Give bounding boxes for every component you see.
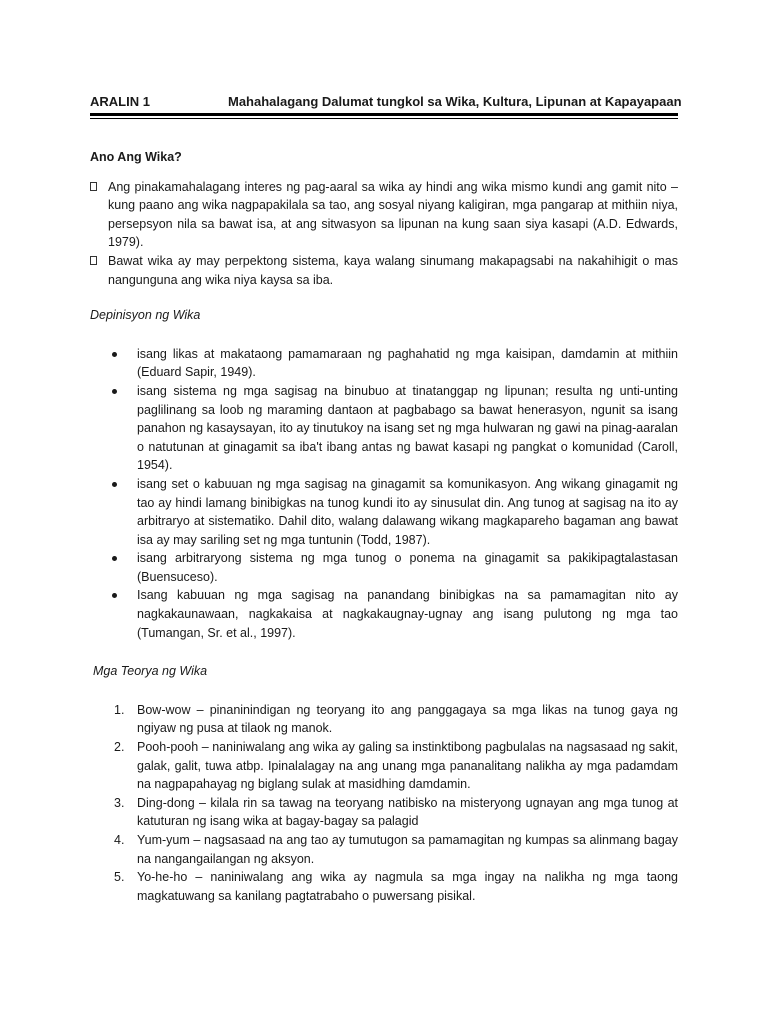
- list-item-text: isang set o kabuuan ng mga sagisag na ginagamit sa komunikasyon. Ang wikang ginagamit ng tao ay hindi lamang binibigkas na tunog kundi ito ay sinusulat din. Ang tunog at sagisag na ito ay arbitraryo at sistematiko. Dahil dito, walang dalawang wikang magkapareho bagaman ang bawat isa ay may sariling set ng mga tuntunin (Todd, 1987).: [137, 476, 678, 547]
- list-number: 2.: [114, 740, 125, 755]
- list-item: [90, 382, 678, 475]
- section-heading-ano-ang-wika: Ano Ang Wika?: [90, 150, 182, 164]
- document-body: [90, 148, 678, 905]
- list-item: [90, 794, 678, 831]
- list-item-text: Yo-he-ho – naniniwalang ang wika ay nagmula sa mga ingay na nalikha ng mga taong magkatuwang sa kanilang pagtatrabaho o puwersang pisikal.: [137, 870, 678, 903]
- header-rule-thick: [90, 113, 678, 116]
- definition-list: [90, 345, 678, 643]
- bullet-dot-icon: [112, 482, 117, 487]
- list-item: [90, 178, 678, 252]
- bullet-dot-icon: [112, 593, 117, 598]
- lesson-label: ARALIN 1: [90, 94, 150, 109]
- wika-notes-list: [90, 178, 678, 290]
- bullet-dot-icon: [112, 352, 117, 357]
- list-item: [90, 738, 678, 794]
- list-item: [90, 701, 678, 738]
- list-item-text: Yum-yum – nagsasaad na ang tao ay tumutugon sa pamamagitan ng kumpas sa alinmang bagay na nangangailangan ng aksyon.: [137, 833, 678, 866]
- list-item-text: Bow-wow – pinaninindigan ng teoryang ito ang panggagaya sa mga likas na tunog gaya ng ngiyaw ng pusa at tilaok ng manok.: [137, 702, 678, 736]
- list-item: [90, 868, 678, 905]
- list-number: 5.: [114, 870, 125, 885]
- lesson-title: Mahahalagang Dalumat tungkol sa Wika, Kultura, Lipunan at Kapayapaan: [228, 94, 682, 109]
- list-number: 3.: [114, 795, 125, 810]
- list-item: [90, 252, 678, 289]
- section-heading-teorya: Mga Teorya ng Wika: [93, 664, 208, 679]
- section-heading-depinisyon: Depinisyon ng Wika: [90, 308, 201, 323]
- list-item: [90, 549, 678, 586]
- list-item-text: Bawat wika ay may perpektong sistema, kaya walang sinumang makapagsabi na nakahihigit o mas nangunguna ang wika niya kaysa sa iba.: [108, 253, 678, 287]
- list-item-text: Pooh-pooh – naniniwalang ang wika ay galing sa instinktibong pagbulalas na nagsasaad ng sakit, galak, galit, tuwa atbp. Ipinalalagay na ang unang mga pananalitang nalikha ay mga padamdam na nagpapahayag ng biglang sulak at masidhing damdamin.: [137, 740, 678, 792]
- list-item-text: Ding-dong – kilala rin sa tawag na teoryang natibisko na misteryong ugnayan ang mga tunog at katuturan ng isang wika at bagay-bagay sa palagid: [137, 795, 678, 829]
- list-item-text: isang sistema ng mga sagisag na binubuo at tinatanggap ng lipunan; resulta ng unti-unting paglilinang sa loob ng maraming dantaon at pagbabago sa bawat henerasyon, ngunit sa isang panahon ng kasaysayan, ito ay tinutukoy na isang set ng mga hulwaran ng gawi na pinag-aaralan o natutunan at ginagamit sa iba't ibang antas ng bawat kasapi ng pangkat o komunidad (Caroll, 1954).: [137, 383, 678, 473]
- list-item-text: isang arbitraryong sistema ng mga tunog o ponema na ginagamit sa pakikipagtalastasan (Buensuceso).: [137, 551, 678, 584]
- list-item-text: Isang kabuuan ng mga sagisag na panandang binibigkas na sa pamamagitan nito ay nagkakaunawaan, nagkakaisa at nagkakaugnay-ugnay ang isang pulutong ng mga tao (Tumangan, Sr. et al., 1997).: [137, 588, 678, 640]
- list-number: 1.: [114, 702, 125, 717]
- list-item: [90, 586, 678, 642]
- square-bullet-icon: [90, 182, 97, 191]
- theory-list: [90, 701, 678, 906]
- list-item: [90, 345, 678, 382]
- list-item: [90, 831, 678, 868]
- list-item-text: Ang pinakamahalagang interes ng pag-aaral sa wika ay hindi ang wika mismo kundi ang gamit nito – kung paano ang wika nagpapakilala sa tao, ang sosyal niyang kaligiran, mga pangarap at mithiin niya, persepsyon nila sa bawat isa, at ang sitwasyon sa lipunan na kung saan siya kasapi (A.D. Edwards, 1979).: [108, 179, 678, 250]
- list-item-text: isang likas at makataong pamamaraan ng paghahatid ng mga kaisipan, damdamin at mithiin (Eduard Sapir, 1949).: [137, 346, 678, 380]
- list-number: 4.: [114, 833, 125, 847]
- bullet-dot-icon: [112, 389, 117, 394]
- header-rule-thin: [90, 118, 678, 119]
- bullet-dot-icon: [112, 556, 117, 561]
- list-item: [90, 475, 678, 549]
- square-bullet-icon: [90, 256, 97, 265]
